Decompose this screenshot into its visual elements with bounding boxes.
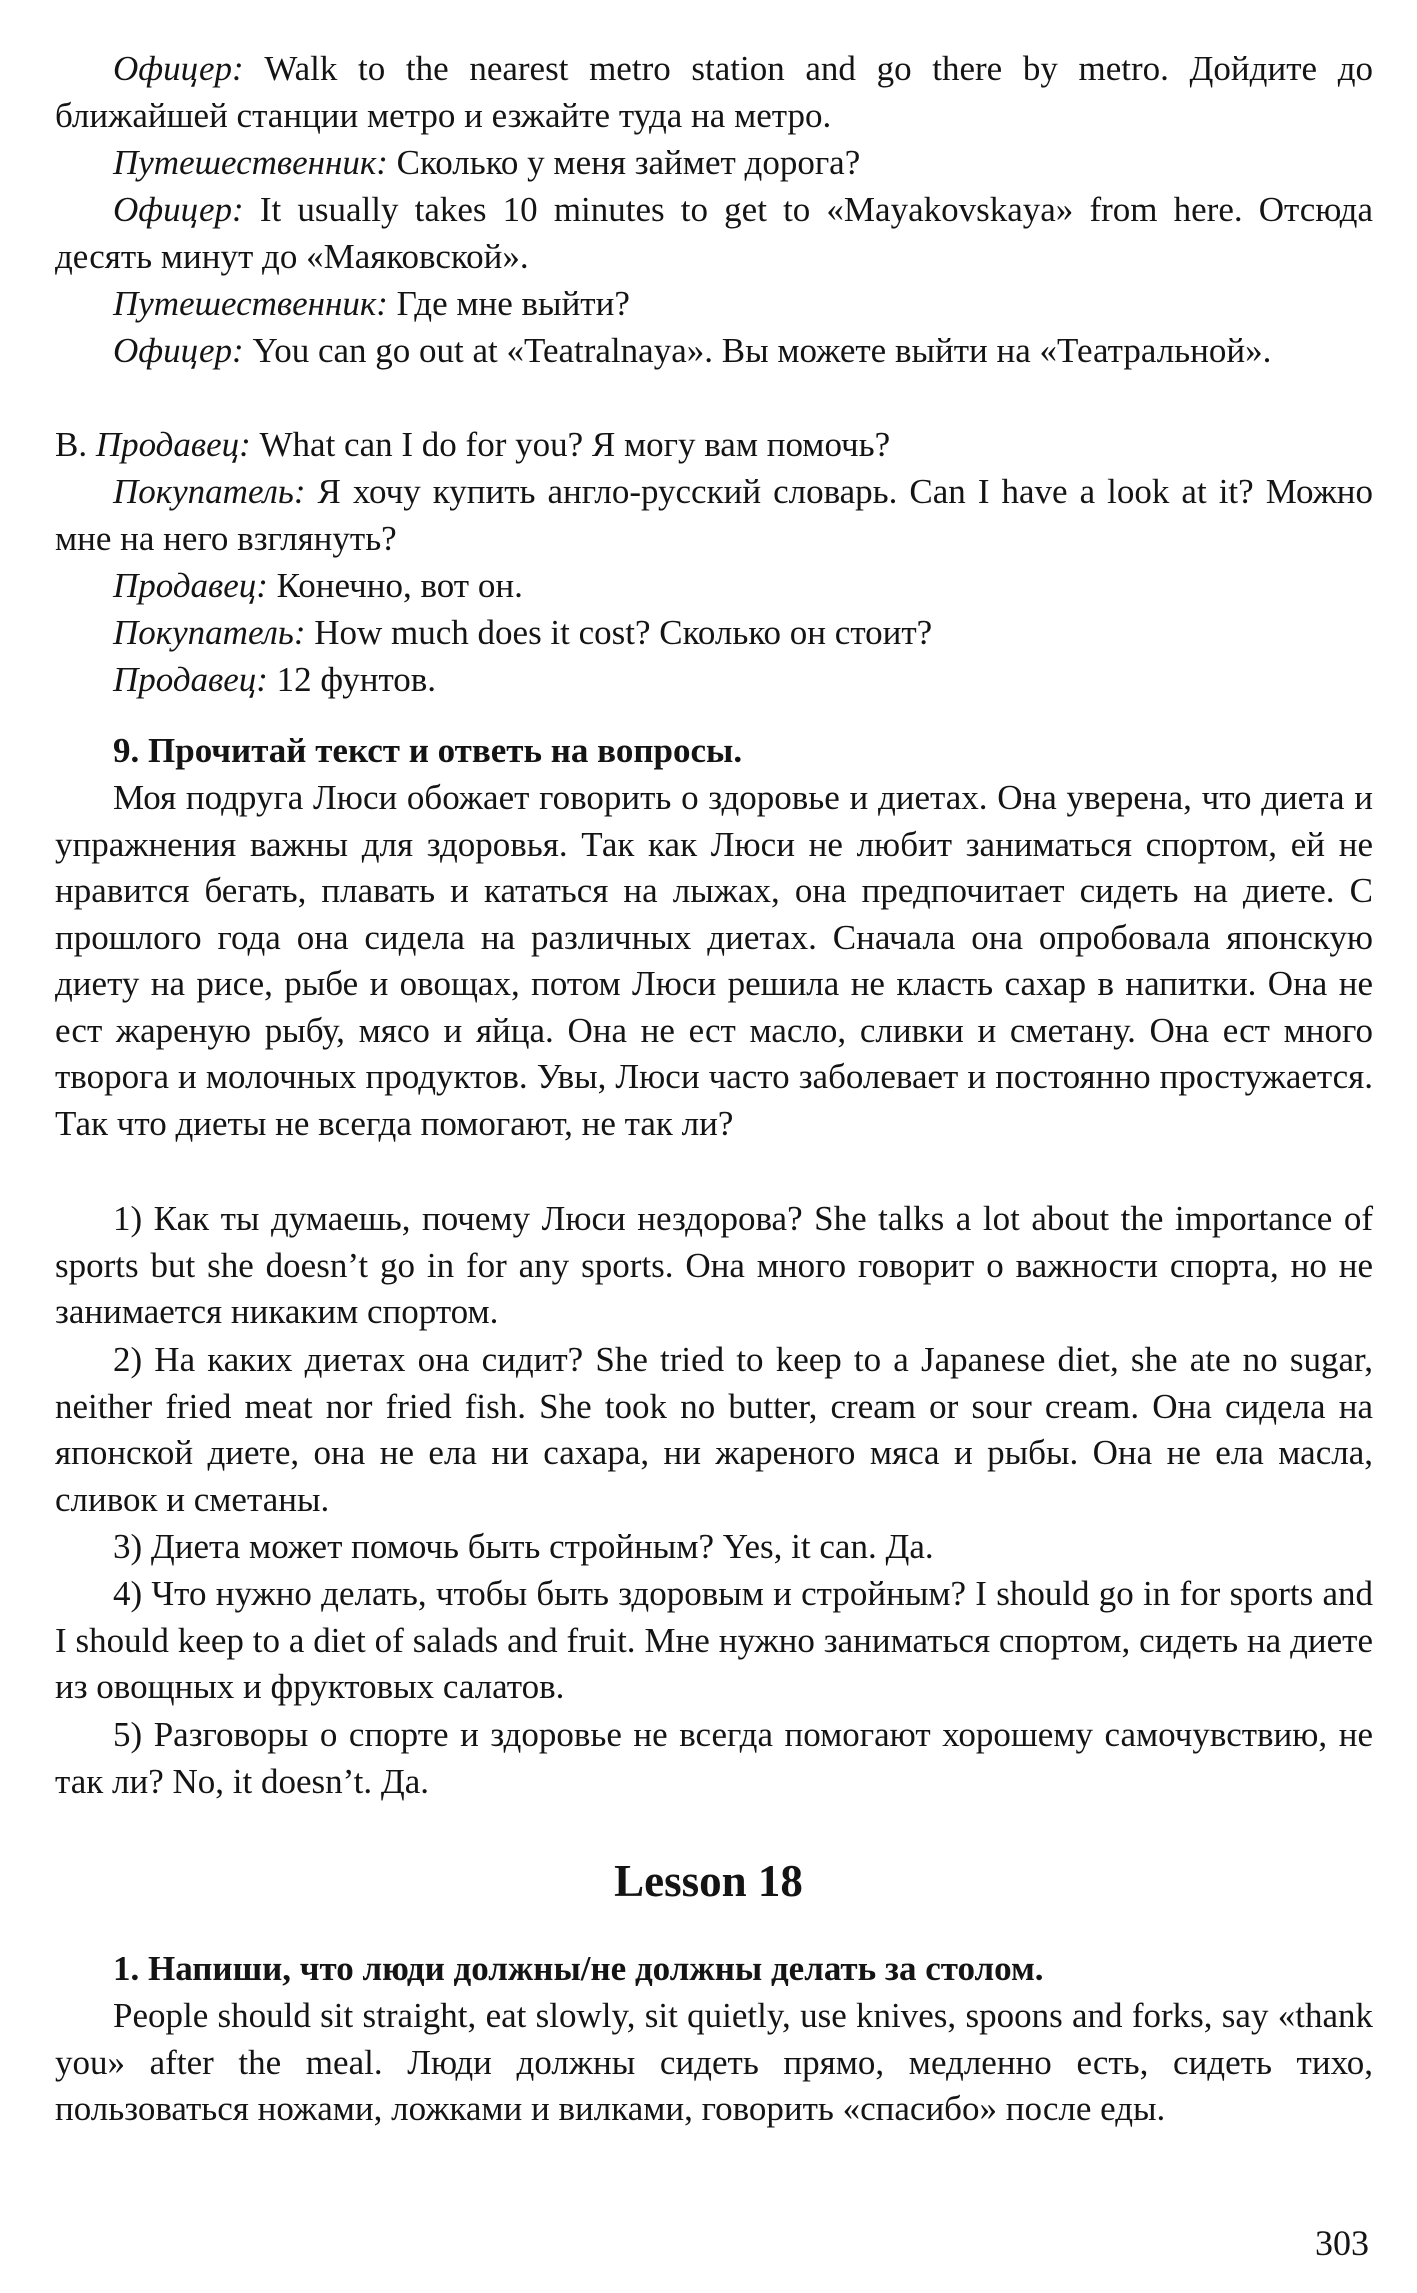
dialogue-line: Покупатель: Я хочу купить англо-русский словарь. Can I have a look at it? Можно мне на него взглянуть? (55, 472, 1373, 558)
dialogue-line: Покупатель: How much does it cost? Сколько он стоит? (113, 613, 933, 652)
dialogue-text: It usually takes 10 minutes to get to «Mayakovskaya» from here. Отсюда десять минут до «Маяковской». (55, 190, 1373, 276)
dialogue-text: Где мне выйти? (396, 284, 630, 323)
dialogue-text: Я хочу купить англо-русский словарь. Can I have a look at it? Можно мне на него взглянуть? (55, 472, 1373, 558)
speaker-label: Путешественник (113, 143, 377, 182)
dialogue-line: Офицер: It usually takes 10 minutes to get to «Mayakovskaya» from here. Отсюда десять минут до «Маяковской». (55, 190, 1373, 276)
answer-item: 3) Диета может помочь быть стройным? Yes, it can. Да. (113, 1527, 934, 1566)
speaker-label: Офицер (113, 190, 233, 229)
dialogue-line: Путешественник: Где мне выйти? (113, 284, 630, 323)
dialogue-line: Продавец: Конечно, вот он. (113, 566, 523, 605)
dialogue-text: How much does it cost? Сколько он стоит? (314, 613, 933, 652)
answer-text: People should sit straight, eat slowly, sit quietly, use knives, spoons and forks, say «thank you» after the meal. Люди должны сидеть прямо, медленно есть, сидеть тихо, пользоваться ножами, ложками и вилками, говорить «спасибо» после еды. (55, 1996, 1373, 2128)
answer-item: 2) На каких диетах она сидит? She tried to keep to a Japanese diet, she ate no sugar, neither fried meat nor fried fish. She took no butter, cream or sour cream. Она сидела на японской диете, она не ела ни сахара, ни жареного мяса и рыбы. Она не ела масла, сливок и сметаны. (55, 1340, 1373, 1519)
answer-item: 5) Разговоры о спорте и здоровье не всегда помогают хорошему самочувствию, не так ли? No, it doesn’t. Да. (55, 1715, 1373, 1801)
dialogue-line: B. Продавец: What can I do for you? Я могу вам помочь? (55, 425, 891, 464)
dialogue-text: Сколько у меня займет дорога? (396, 143, 861, 182)
dialogue-line: Продавец: 12 фунтов. (113, 660, 437, 699)
dialogue-line: Офицер: Walk to the nearest metro station and go there by metro. Дойдите до ближайшей станции метро и езжайте туда на метро. (55, 49, 1374, 135)
dialogue-text: Конечно, вот он. (276, 566, 523, 605)
dialogue-text: 12 фунтов. (276, 660, 437, 699)
dialogue-line: Путешественник: Сколько у меня займет дорога? (113, 143, 861, 182)
dialogue-line: Офицер: You can go out at «Teatralnaya». Вы можете выйти на «Театральной». (113, 331, 1272, 370)
speaker-label: Покупатель (113, 613, 294, 652)
speaker-label: Офицер (113, 49, 233, 88)
answer-item: 1) Как ты думаешь, почему Люси нездорова? She talks a lot about the importance of sports but she doesn’t go in for any sports. Она много говорит о важности спорта, но не занимается никаким спортом. (55, 1199, 1373, 1331)
reading-text: Моя подруга Люси обожает говорить о здоровье и диетах. Она уверена, что диета и упражнения важны для здоровья. Так как Люси не любит заниматься спортом, ей не нравится бегать, плавать и кататься на лыжах, она предпочитает сидеть на диете. С прошлого года она сидела на различных диетах. Сначала она опробовала японскую диету на рисе, рыбе и овощах, потом Люси решила не класть сахар в напитки. Она не ест жареную рыбу, мясо и яйца. Она не ест масло, сливки и сметану. Она ест много творога и молочных продуктов. Увы, Люси часто заболевает и постоянно простужается. Так что диеты не всегда помогают, не так ли? (55, 778, 1373, 1143)
speaker-label: Продавец (113, 660, 257, 699)
answer-item: 4) Что нужно делать, чтобы быть здоровым и стройным? I should go in for sports and I should keep to a diet of salads and fruit. Мне нужно заниматься спортом, сидеть на диете из овощных и фруктовых салатов. (55, 1574, 1373, 1706)
task-title: 9. Прочитай текст и ответь на вопросы. (113, 731, 743, 770)
page-number: 303 (1315, 2223, 1369, 2263)
speaker-label: Продавец (113, 566, 257, 605)
speaker-label: Путешественник (113, 284, 377, 323)
dialogue-text: You can go out at «Teatralnaya». Вы можете выйти на «Театральной». (252, 331, 1272, 370)
dialogue-label: B. (55, 425, 88, 464)
speaker-label: Продавец (95, 425, 240, 464)
speaker-label: Покупатель (113, 472, 294, 511)
speaker-label: Офицер (113, 331, 233, 370)
dialogue-text: Walk to the nearest metro station and go there by metro. Дойдите до ближайшей станции метро и езжайте туда на метро. (55, 49, 1374, 135)
task-title: 1. Напиши, что люди должны/не должны делать за столом. (113, 1949, 1044, 1988)
lesson-heading: Lesson 18 (614, 1856, 803, 1906)
dialogue-text: What can I do for you? Я могу вам помочь? (259, 425, 891, 464)
